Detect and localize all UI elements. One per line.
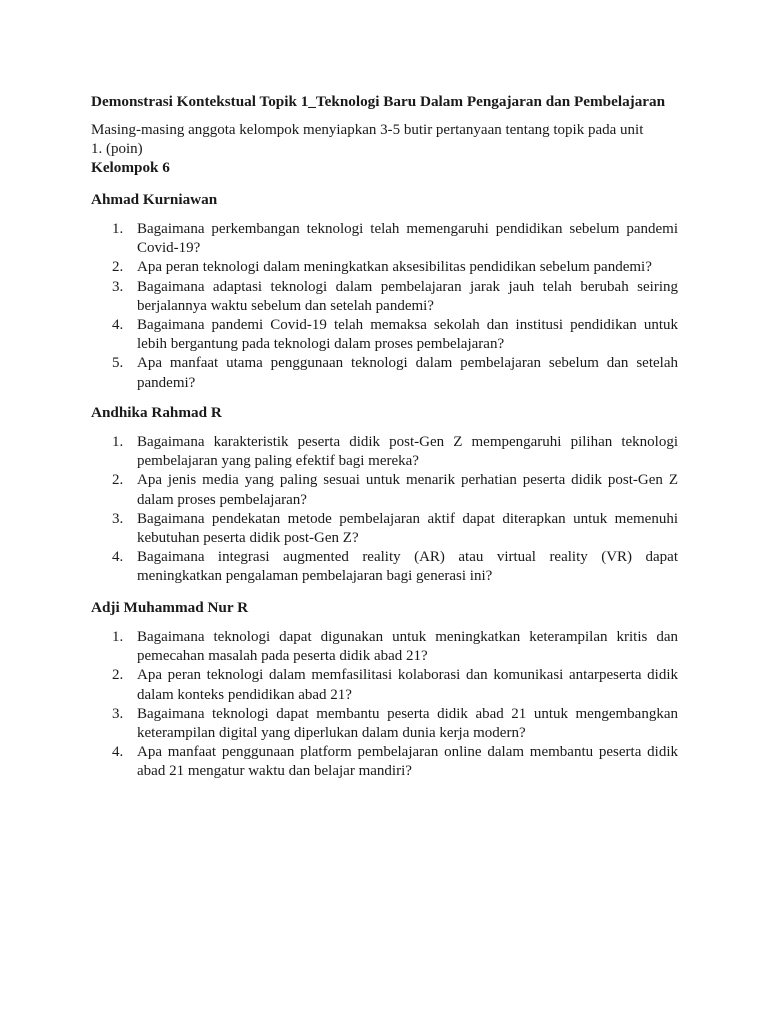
- question-number: 4.: [112, 549, 124, 566]
- instructions-text: [91, 121, 681, 159]
- question-item: [91, 220, 678, 258]
- question-item: [91, 743, 678, 781]
- question-list-andhika: [91, 433, 678, 587]
- question-number: 3.: [112, 510, 124, 527]
- question-text: Bagaimana adaptasi teknologi dalam pembelajaran jarak jauh telah berubah seiring berjalannya waktu sebelum dan setelah pandemi?: [137, 278, 678, 314]
- question-number: 2.: [112, 667, 124, 684]
- question-number: 4.: [112, 744, 124, 761]
- question-text: Bagaimana pandemi Covid-19 telah memaksa sekolah dan institusi pendidikan untuk lebih bergantung pada teknologi dalam proses pembelajaran?: [137, 317, 678, 353]
- question-text: Bagaimana integrasi augmented reality (AR) atau virtual reality (VR) dapat meningkatkan pengalaman pembelajaran bagi generasi ini?: [137, 549, 678, 585]
- question-text: Apa manfaat utama penggunaan teknologi dalam pembelajaran sebelum dan setelah pandemi?: [137, 355, 678, 391]
- member-name-adji: Adji Muhammad Nur R: [91, 599, 249, 616]
- question-text: Bagaimana perkembangan teknologi telah memengaruhi pendidikan sebelum pandemi Covid-19?: [137, 221, 678, 257]
- question-number: 1.: [112, 629, 124, 645]
- question-number: 2.: [112, 472, 124, 489]
- question-text: Apa jenis media yang paling sesuai untuk menarik perhatian peserta didik post-Gen Z dalam proses pembelajaran?: [137, 472, 678, 508]
- question-item: [91, 316, 678, 354]
- question-text: Bagaimana teknologi dapat digunakan untuk meningkatkan keterampilan kritis dan pemecahan masalah pada peserta didik abad 21?: [137, 629, 678, 665]
- instructions-line-1: Masing-masing anggota kelompok menyiapkan 3-5 butir pertanyaan tentang topik pada unit: [91, 122, 644, 138]
- question-item: [91, 705, 678, 743]
- question-text: Bagaimana pendekatan metode pembelajaran aktif dapat diterapkan untuk memenuhi kebutuhan peserta didik post-Gen Z?: [137, 510, 678, 547]
- question-number: 1.: [112, 221, 124, 237]
- group-heading: Kelompok 6: [91, 159, 170, 176]
- question-number: 3.: [112, 278, 124, 295]
- question-item: [91, 354, 678, 392]
- question-text: Apa peran teknologi dalam memfasilitasi kolaborasi dan komunikasi antarpeserta didik dalam konteks pendidikan abad 21?: [137, 667, 678, 703]
- question-item: [91, 433, 678, 471]
- question-number: 3.: [112, 705, 124, 722]
- question-number: 1.: [112, 434, 124, 450]
- question-item: [91, 278, 678, 316]
- question-item: [91, 666, 678, 704]
- question-text: Bagaimana karakteristik peserta didik post-Gen Z mempengaruhi pilihan teknologi pembelajaran yang paling efektif bagi mereka?: [137, 434, 678, 470]
- instructions-line-2: 1. (poin): [91, 141, 143, 157]
- member-name-andhika: Andhika Rahmad R: [91, 404, 222, 421]
- member-name-ahmad: Ahmad Kurniawan: [91, 191, 218, 208]
- question-number: 5.: [112, 355, 124, 372]
- question-item: [91, 510, 678, 548]
- question-item: [91, 548, 678, 586]
- question-text: Apa manfaat penggunaan platform pembelajaran online dalam membantu peserta didik abad 21 mengatur waktu dan belajar mandiri?: [137, 744, 678, 780]
- question-list-ahmad: [91, 220, 678, 393]
- question-item: [91, 258, 678, 277]
- document-title: Demonstrasi Kontekstual Topik 1_Teknologi Baru Dalam Pengajaran dan Pembelajaran: [91, 93, 666, 110]
- question-list-adji: [91, 628, 678, 782]
- question-number: 2.: [112, 259, 124, 276]
- question-item: [91, 628, 678, 666]
- question-item: [91, 471, 678, 509]
- question-number: 4.: [112, 317, 124, 334]
- question-text: Bagaimana teknologi dapat membantu peserta didik abad 21 untuk mengembangkan keterampilan digital yang diperlukan dalam dunia kerja modern?: [137, 705, 678, 742]
- question-text: Apa peran teknologi dalam meningkatkan aksesibilitas pendidikan sebelum pandemi?: [137, 259, 652, 276]
